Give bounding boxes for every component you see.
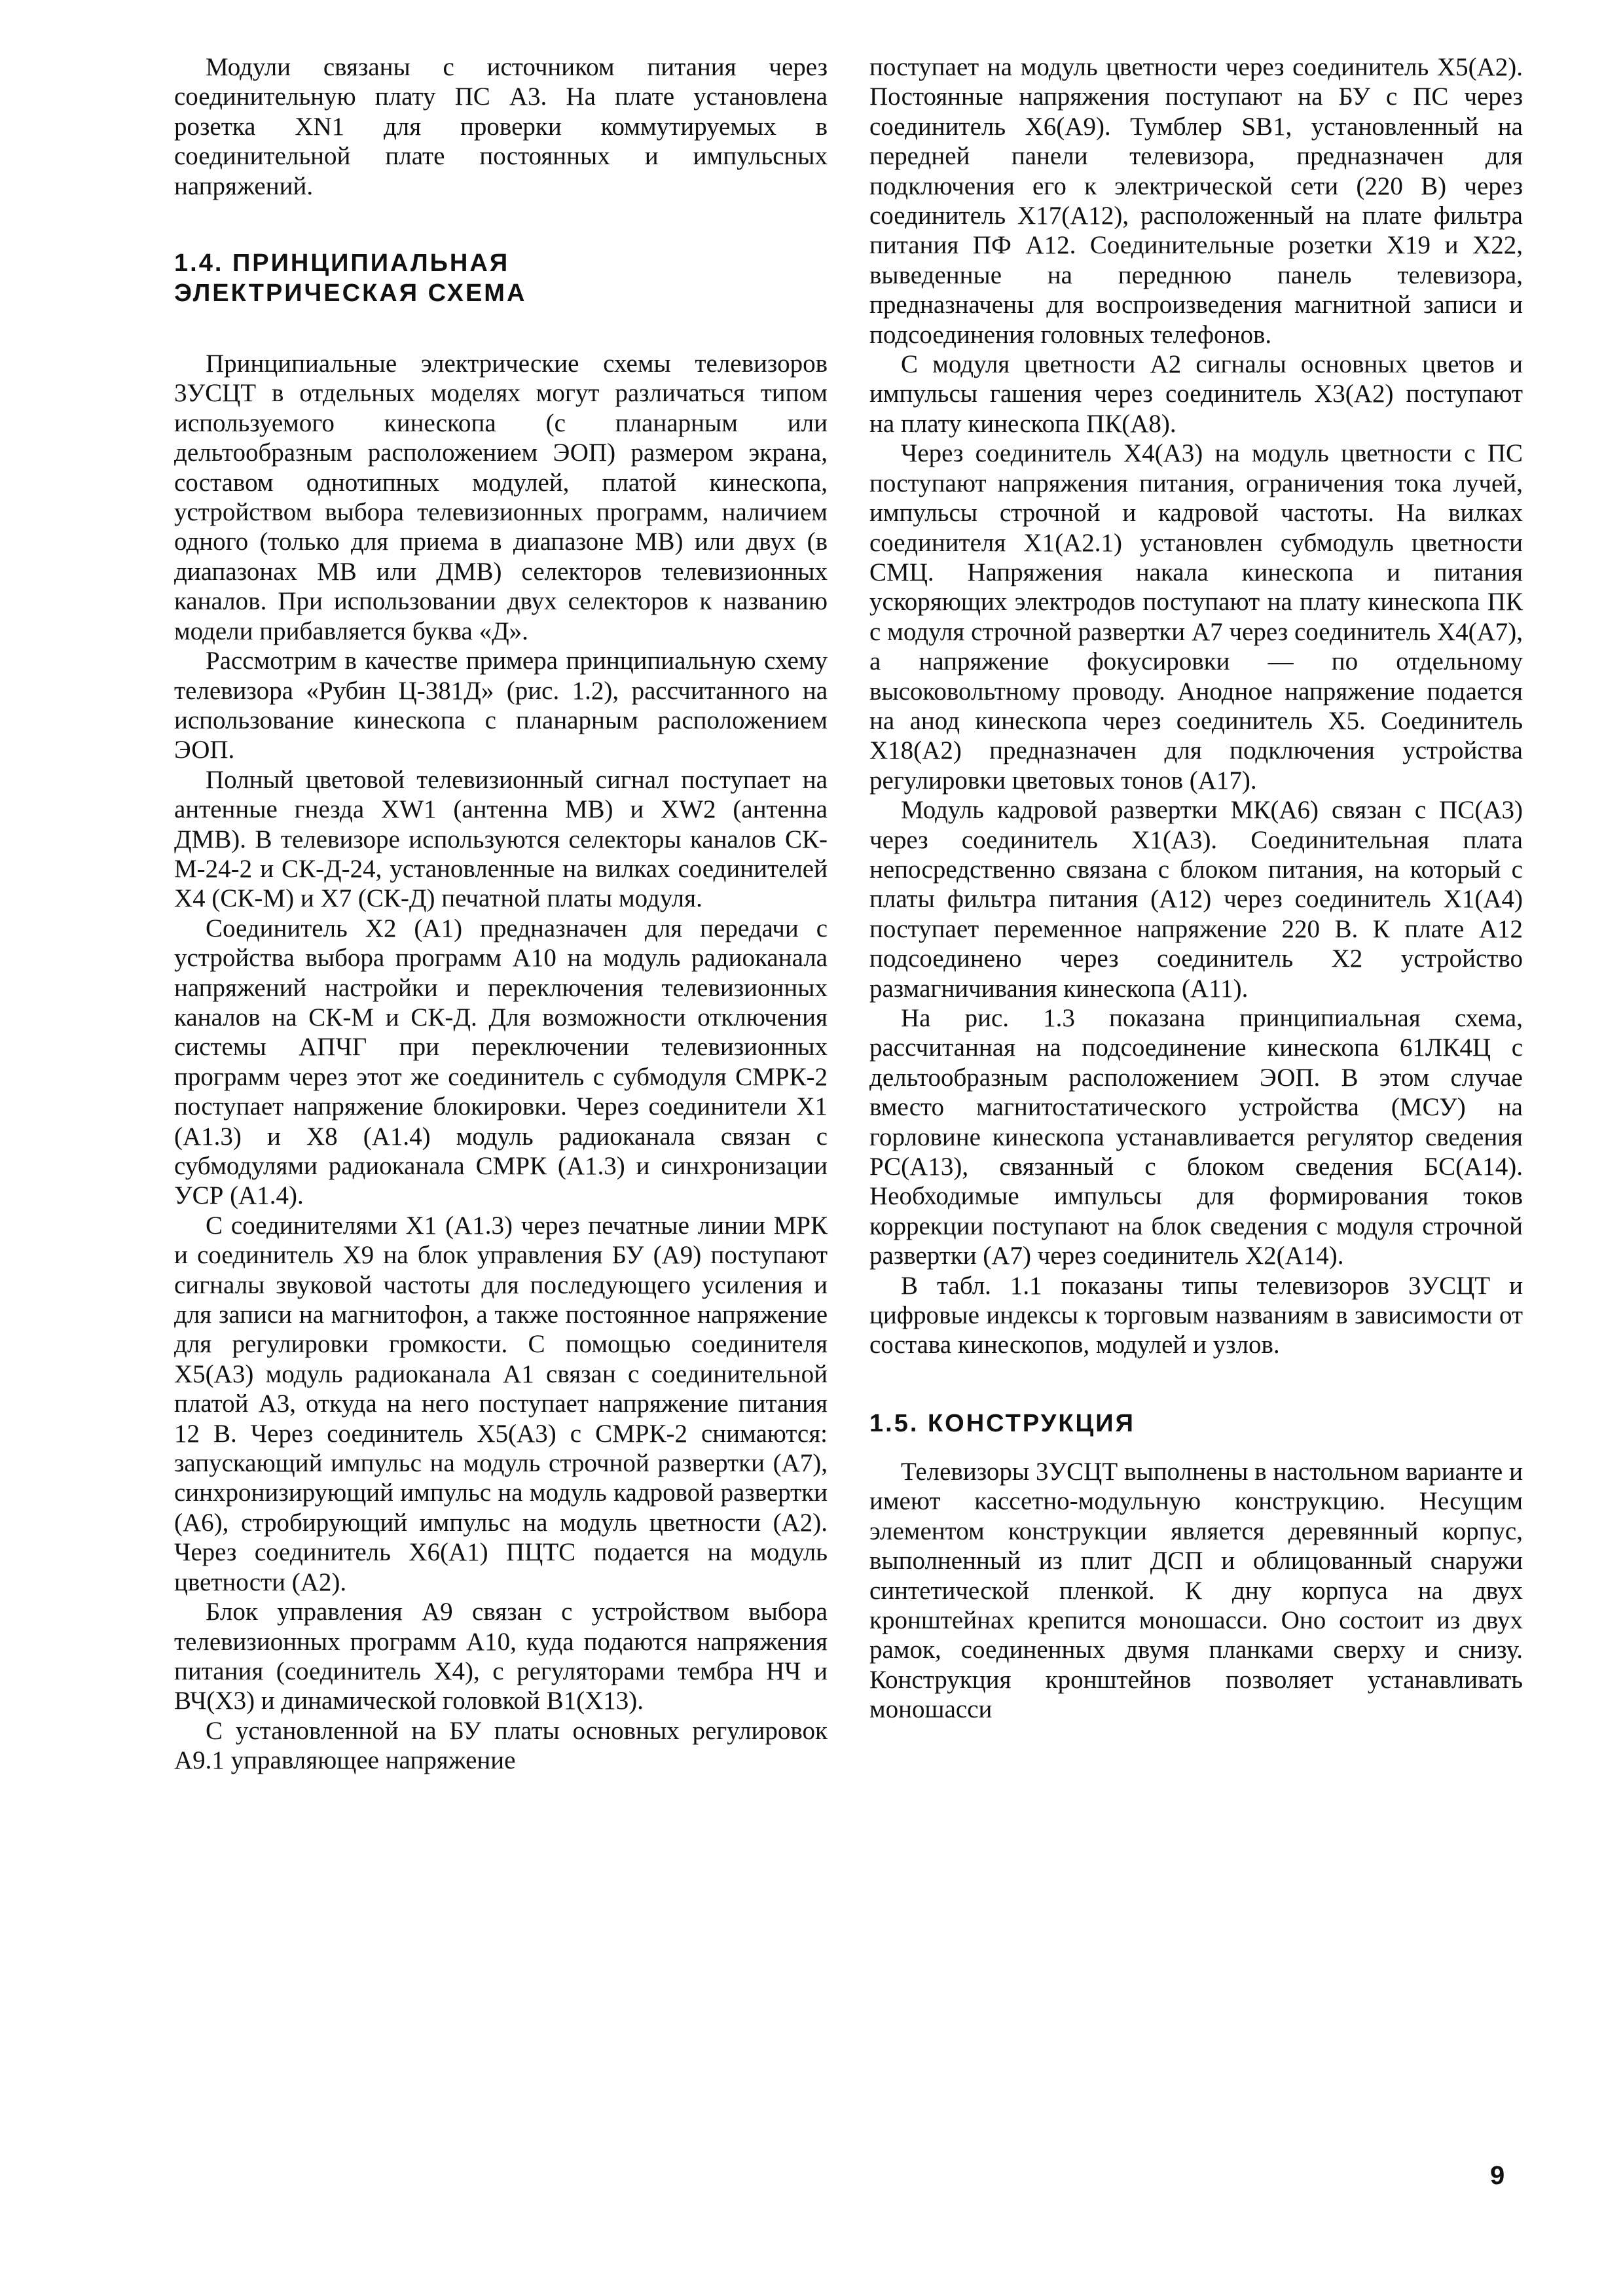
left-column — [174, 52, 828, 1776]
paragraph-continued: поступает на модуль цветности через соединитель X5(A2). Постоянные напряжения поступают на БУ с ПС через соединитель X6(A9). Тумблер SB1, установленный на передней панели телевизора, предназначен для подключения его к электрической сети (220 В) через соединитель X17(A12), расположенный на плате фильтра питания ПФ A12. Соединительные розетки X19 и X22, выведенные на переднюю панель телевизора, предназначены для воспроизведения магнитной записи и подсоединения головных телефонов. — [869, 53, 1523, 349]
paragraph: С модуля цветности A2 сигналы основных цветов и импульсы гашения через соединитель X3(A2) поступают на плату кинескопа ПК(A8). — [869, 350, 1523, 438]
paragraph: Соединитель X2 (A1) предназначен для передачи с устройства выбора программ A10 на модуль радиоканала напряжений настройки и переключения телевизионных каналов на СК-М и СК-Д. Для возможности отключения системы АПЧГ при переключении телевизионных программ через этот же соединитель с субмодуля СМРК-2 поступает напряжение блокировки. Через соединители X1 (A1.3) и X8 (A1.4) модуль радиоканала связан с субмодулями радиоканала СМРК (A1.3) и синхронизации УСР (A1.4). — [174, 914, 828, 1210]
paragraph: С соединителями X1 (A1.3) через печатные линии МРК и соединитель X9 на блок управления БУ (A9) поступают сигналы звуковой частоты для последующего усиления и для записи на магнитофон, а также постоянное напряжение для регулировки громкости. С помощью соединителя X5(A3) модуль радиоканала A1 связан с соединительной платой A3, откуда на него поступает напряжение питания 12 В. Через соединитель X5(A3) с СМРК-2 снимаются: запускающий импульс на модуль строчной развертки (A7), синхронизирующий импульс на модуль кадровой развертки (A6), стробирующий импульс на модуль цветности (A2). Через соединитель X6(A1) ПЦТС подается на модуль цветности (A2). — [174, 1211, 828, 1596]
paragraph: Блок управления A9 связан с устройством выбора телевизионных программ A10, куда подаются напряжения питания (соединитель X4), с регуляторами тембра НЧ и ВЧ(X3) и динамической головкой B1(X13). — [174, 1598, 828, 1715]
paragraph: Телевизоры 3УСЦТ выполнены в настольном варианте и имеют кассетно-модульную конструкцию. Несущим элементом конструкции является деревянный корпус, выполненный из плит ДСП и облицованный снаружи синтетической пленкой. К дну корпуса на двух кронштейнах крепится моношасси. Оно состоит из двух рамок, соединенных двумя планками сверху и снизу. Конструкция кронштейнов позволяет устанавливать моношасси — [869, 1457, 1523, 1724]
section-heading-1-5: 1.5. КОНСТРУКЦИЯ — [869, 1409, 1135, 1437]
page-number: 9 — [1490, 2161, 1505, 2190]
paragraph: Через соединитель X4(A3) на модуль цветности с ПС поступают напряжения питания, ограничения тока лучей, импульсы строчной и кадровой частоты. На вилках соединителя X1(A2.1) установлен субмодуль цветности СМЦ. Напряжения накала кинескопа и питания ускоряющих электродов поступают на плату кинескопа ПК с модуля строчной развертки A7 через соединитель X4(A7), а напряжение фокусировки — по отдельному высоковольтному проводу. Анодное напряжение подается на анод кинескопа через соединитель X5. Соединитель X18(A2) предназначен для подключения устройства регулировки цветовых тонов (A17). — [869, 439, 1523, 795]
paragraph: На рис. 1.3 показана принципиальная схема, рассчитанная на подсоединение кинескопа 61ЛК4Ц с дельтообразным расположением ЭОП. В этом случае вместо магнитостатического устройства (МСУ) на горловине кинескопа устанавливается регулятор сведения РС(A13), связанный с блоком сведения БС(A14). Необходимые импульсы для формирования токов коррекции поступают на блок сведения с модуля строчной развертки (A7) через соединитель X2(A14). — [869, 1004, 1523, 1270]
paragraph: Рассмотрим в качестве примера принципиальную схему телевизора «Рубин Ц-381Д» (рис. 1.2), рассчитанного на использование кинескопа с планарным расположением ЭОП. — [174, 647, 828, 764]
section-heading-1-4 — [174, 248, 828, 308]
paragraph: Полный цветовой телевизионный сигнал поступает на антенные гнезда XW1 (антенна МВ) и XW2 (антенна ДМВ). В телевизоре используются селекторы каналов СК-М-24-2 и СК-Д-24, установленные на вилках соединителей X4 (СК-М) и X7 (СК-Д) печатной платы модуля. — [174, 765, 828, 913]
paragraph-intro: Модули связаны с источником питания через соединительную плату ПС А3. На плате установлена розетка XN1 для проверки коммутируемых в соединительной плате постоянных и импульсных напряжений. — [174, 53, 828, 200]
right-column — [869, 52, 1523, 1725]
section-heading-line: 1.4. ПРИНЦИПИАЛЬНАЯ — [174, 249, 510, 278]
section-heading-line: ЭЛЕКТРИЧЕСКАЯ СХЕМА — [174, 279, 527, 308]
paragraph: Принципиальные электрические схемы телевизоров 3УСЦТ в отдельных моделях могут различаться типом используемого кинескопа (с планарным или дельтообразным расположением ЭОП) размером экрана, составом однотипных модулей, платой кинескопа, устройством выбора телевизионных программ, наличием одного (только для приема в диапазоне МВ) или двух (в диапазонах МВ или ДМВ) селекторов телевизионных каналов. При использовании двух селекторов к названию модели прибавляется буква «Д». — [174, 350, 828, 645]
paragraph: Модуль кадровой развертки МК(A6) связан с ПС(A3) через соединитель X1(A3). Соединительная плата непосредственно связана с блоком питания, на который с платы фильтра питания (A12) через соединитель X1(A4) поступает переменное напряжение 220 В. К плате A12 подсоединено через соединитель X2 устройство размагничивания кинескопа (A11). — [869, 796, 1523, 1003]
paragraph: В табл. 1.1 показаны типы телевизоров 3УСЦТ и цифровые индексы к торговым названиям в зависимости от состава кинескопов, модулей и узлов. — [869, 1271, 1523, 1359]
paragraph: С установленной на БУ платы основных регулировок A9.1 управляющее напряжение — [174, 1716, 828, 1775]
